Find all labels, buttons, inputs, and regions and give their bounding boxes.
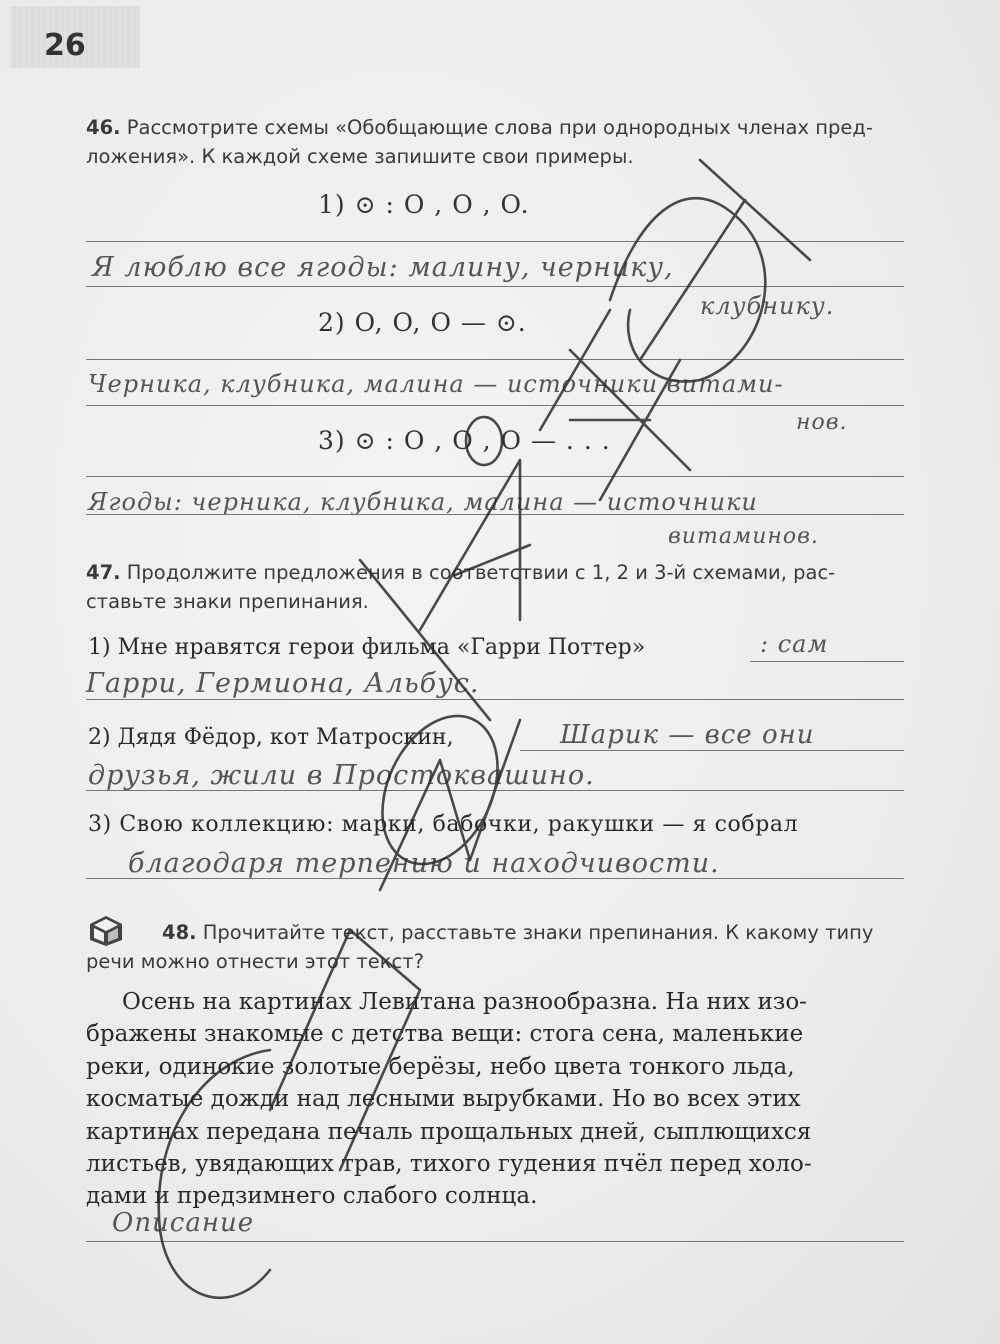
answer-46-3-line2: витаминов. xyxy=(668,524,819,549)
answer-46-2-line1: Черника, клубника, малина — источники витами- xyxy=(88,370,784,398)
task-46-line1: Рассмотрите схемы «Обобщающие слова при однородных членах пред- xyxy=(126,116,873,139)
paragraph-line: дами и предзимнего слабого солнца. xyxy=(86,1183,538,1210)
page-number: 26 xyxy=(44,28,86,63)
scheme-3: 3) ⊙ : O , O , O — . . . xyxy=(318,426,611,455)
task-47-item-1: 1) Мне нравятся герои фильма «Гарри Поттер» xyxy=(88,635,646,660)
paragraph-line: реки, одинокие золотые берёзы, небо цвета тонкого льда, xyxy=(86,1053,795,1080)
task-46-line2: ложения». К каждой схеме запишите свои примеры. xyxy=(86,145,634,168)
task-47-item-3: 3) Свою коллекцию: марки, бабочки, ракушки — я собрал xyxy=(88,812,799,837)
task-47-item-2: 2) Дядя Фёдор, кот Матроскин, xyxy=(88,725,454,750)
task-47-line1: Продолжите предложения в соответствии с 1, 2 и 3-й схемами, рас- xyxy=(126,561,836,584)
task-48-answer: Описание xyxy=(112,1208,255,1238)
scheme-1: 1) ⊙ : O , O , O. xyxy=(318,190,530,219)
paragraph-line: косматые дожди над лесными вырубками. Но во всех этих xyxy=(86,1086,801,1113)
answer-46-3-line1: Ягоды: черника, клубника, малина — источники xyxy=(88,488,758,516)
paragraph-line: Осень на картинах Левитана разнообразна. На них изо- xyxy=(122,989,807,1015)
task-46-number: 46. xyxy=(86,116,121,139)
task-48-line1: Прочитайте текст, расставьте знаки препинания. К какому типу xyxy=(202,921,874,944)
task-47-item-2-answer1: Шарик — все они xyxy=(560,720,815,750)
task-47-item-2-answer2: друзья, жили в Простоквашино. xyxy=(88,760,595,791)
task-47-item-1-answer1: : сам xyxy=(760,630,829,658)
paragraph-line: листьев, увядающих трав, тихого гудения пчёл перед холо- xyxy=(86,1151,812,1178)
task-47-item-3-answer2: благодаря терпению и находчивости. xyxy=(128,848,720,879)
task-48-number: 48. xyxy=(162,921,197,944)
task-48-line2: речи можно отнести этот текст? xyxy=(86,950,424,973)
scheme-2: 2) O, O, O — ⊙. xyxy=(318,308,527,337)
paragraph-line: бражены знакомые с детства вещи: стога сена, маленькие xyxy=(86,1021,804,1048)
paragraph-line: картинах передана печаль прощальных дней, сыплющихся xyxy=(86,1118,812,1145)
task-47-item-1-answer2: Гарри, Гермиона, Альбус. xyxy=(86,668,480,699)
task-47-line2: ставьте знаки препинания. xyxy=(86,590,369,613)
answer-46-1-line2: клубнику. xyxy=(700,292,835,320)
answer-46-1-line1: Я люблю все ягоды: малину, чернику, xyxy=(92,252,674,283)
answer-46-2-line2: нов. xyxy=(796,410,848,435)
task-47-number: 47. xyxy=(86,561,121,584)
